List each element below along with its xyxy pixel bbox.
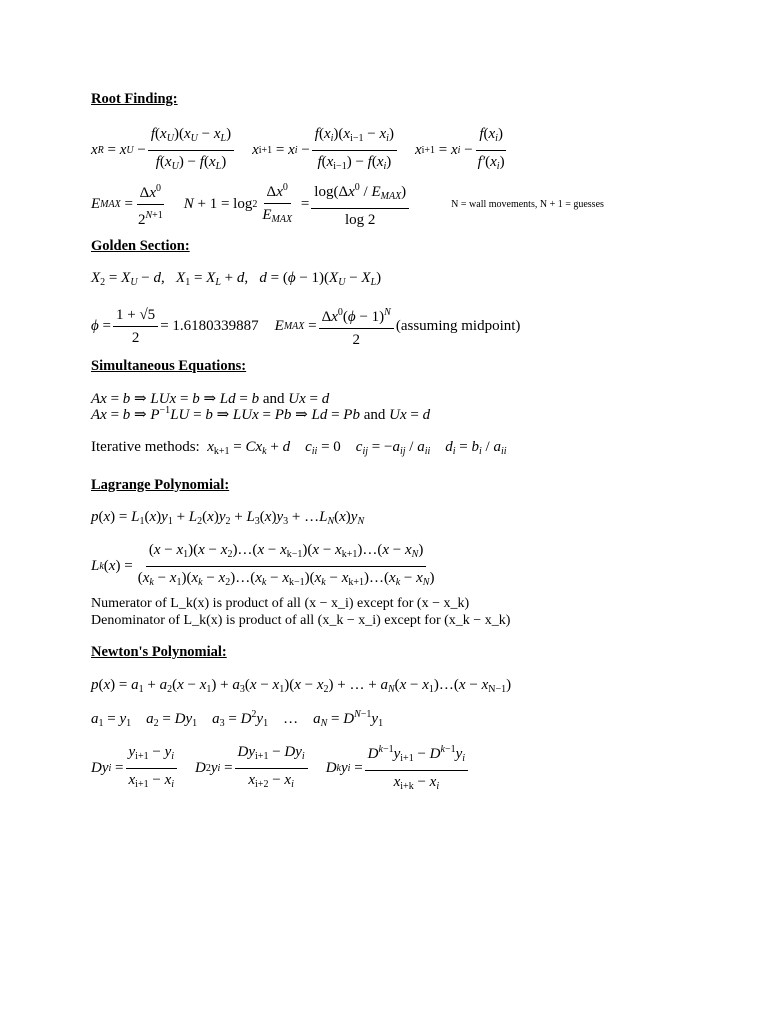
newton-polynomial: $p(x) = a_1 + a_2(x - x_1) + a_3(x - x_1)(x - x_2)$ + … + $a_N(x$ − $x_1)\dots(x - x_{N-1})$ [91, 677, 512, 695]
heading-newton: Newton's Polynomial: [91, 644, 227, 660]
divided-differences: Dy i = $\frac{y_{i+1} - y_i}{x_{i+1} - x_i}$ D 2 y i = $\frac{Dy_{i+1} - Dy_i}{x_{i+2} - x_i}$ D k y i = $\frac{D^{k-1}y_{i+1} - D^{k-1}y_i}{x_{i+k} - x_i}$ [91, 740, 470, 797]
lagrange-basis: L k ( x ) = $\frac{(x - x_1)(x - x_2)\dots(x - x_{k-1})(x - x_{k+1})\dots(x - x_N)}{(x_k - x_1)(x_k - x_2)\dots(x_k - x_{k-1})(x_k - x_{k+1})\dots(x_k - x_N)}$ [91, 542, 435, 588]
iterative-methods: Iterative methods: $x_{k+1} = Cx_k + d$ $c_{ii} = 0$ $c_{ij} = -a_{ij} / a_{ii}$ $d_i = b_i / a_{ii}$ [91, 439, 507, 457]
lu-equation-1: Ax = b ⇒ LUx = b ⇒ Ld = b and Ux = d [91, 391, 330, 407]
heading-simultaneous: Simultaneous Equations: [91, 358, 247, 374]
emax-formula: E MAX = $\frac{\Delta x^0}{2^{N+1}}$ N + 1 = log 2 $\frac{\Delta x^0}{E_{MAX}}$ = $\frac{\log(\Delta x^0 / E_{MAX})}{\log 2}$ N = wall movements, N + 1 = guesses [91, 178, 604, 230]
assuming-midpoint: (assuming midpoint) [395, 318, 521, 334]
lu-equation-2: Ax = b ⇒ $P^{-1}LU = b$ ⇒ LUx = Pb ⇒ Ld = Pb and Ux = d [91, 405, 431, 423]
numerator-note: Numerator of L_k(x) is product of all (x − x_i) except for (x − x_k) [91, 596, 470, 611]
wall-movements-note: N = wall movements, N + 1 = guesses [451, 198, 604, 210]
root-finding-formulas: x R = x U − $\frac{f(x_U)(x_U - x_L)}{f(x_U) - f(x_L)}$ x i+1 = x i − $\frac{f(x_i)(x_{i-1} - x_i)}{f(x_{i-1}) - f(x_i)}$ x i+1 = x i − $\frac{f(x_i)}{f'(x_i)}$ [91, 126, 505, 172]
heading-lagrange: Lagrange Polynomial: [91, 477, 230, 493]
heading-golden-section: Golden Section: [91, 238, 190, 254]
iterative-label: Iterative methods: [91, 439, 200, 455]
golden-section-formula: $X_2 = X_U - d$, $X_1 = X_L + d$, $d = (\phi - 1)(X_U - X_L)$ [91, 270, 382, 288]
newton-coefficients: $a_1 = y_1$ $a_2 = Dy_1$ $a_3 = D^2y_1$ … $a_N = D^{N-1}y_1$ [91, 709, 384, 729]
heading-root-finding: Root Finding: [91, 91, 178, 107]
phi-value: = 1.6180339887 [160, 318, 259, 334]
phi-formula: ϕ = $\frac{1 + √5}{2}$ = 1.6180339887 E MAX = $\frac{\Delta x^0(\phi - 1)^N}{2}$ (assuming midpoint) [91, 303, 520, 350]
denominator-note: Denominator of L_k(x) is product of all (x_k − x_i) except for (x_k − x_k) [91, 613, 511, 628]
lagrange-polynomial: $p(x) = L_1(x)y_1 + L_2(x)y_2 + L_3(x)y_3$ + $\dots L_N(x)y_N$ [91, 509, 365, 527]
